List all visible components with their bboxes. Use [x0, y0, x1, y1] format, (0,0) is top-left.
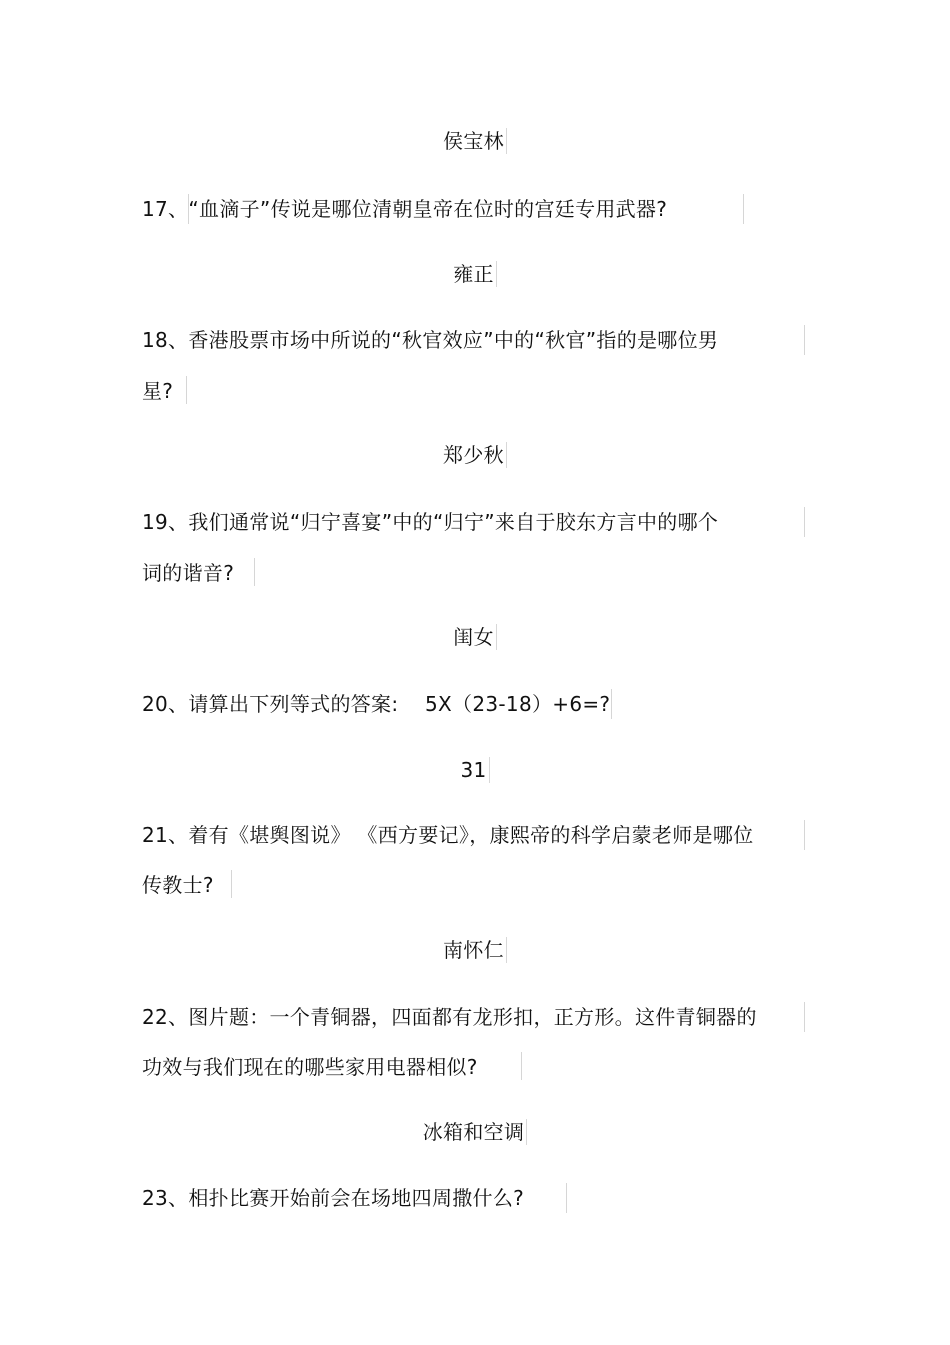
question-text-line-1: 香港股票市场中所说的“秋官效应”中的“秋官”指的是哪位男 — [188, 328, 719, 352]
question-text-line-2: 传教士? — [142, 873, 214, 897]
text-frame-marker — [521, 1052, 522, 1080]
answer-20 — [0, 757, 950, 783]
question-22-line-2 — [142, 1054, 478, 1080]
question-text-line-1: 相扑比赛开始前会在场地四周撒什么? — [188, 1186, 525, 1210]
question-number: 19、 — [142, 510, 189, 534]
answer-19 — [0, 624, 950, 650]
question-text-line-1: 我们通常说“归宁喜宴”中的“归宁”来自于胶东方言中的哪个 — [188, 510, 719, 534]
answer-text: 闺女 — [453, 624, 497, 650]
question-21-line-2 — [142, 872, 214, 898]
question-number: 17、 — [142, 197, 189, 221]
text-frame-marker — [804, 1002, 805, 1032]
question-21 — [142, 822, 753, 848]
text-frame-marker — [804, 325, 805, 355]
question-text-line-1: “血滴子”传说是哪位清朝皇帝在位时的宫廷专用武器? — [188, 197, 668, 221]
question-18-line-2 — [142, 378, 173, 404]
text-frame-marker — [231, 870, 232, 898]
question-22 — [142, 1004, 757, 1030]
answer-21 — [0, 937, 950, 963]
question-number: 22、 — [142, 1005, 189, 1029]
answer-text: 冰箱和空调 — [423, 1119, 528, 1145]
question-text-line-1: 请算出下列等式的答案: 5X（23-18）+6=? — [188, 692, 611, 716]
question-text-line-1: 着有《堪舆图说》 《西方要记》，康熙帝的科学启蒙老师是哪位 — [188, 823, 754, 847]
text-frame-marker — [804, 507, 805, 537]
question-number: 20、 — [142, 692, 189, 716]
answer-16 — [0, 128, 950, 154]
text-frame-marker — [188, 194, 189, 224]
text-frame-marker — [254, 558, 255, 586]
answer-18 — [0, 442, 950, 468]
question-number: 23、 — [142, 1186, 189, 1210]
question-text-line-2: 星? — [142, 379, 174, 403]
question-text-line-2: 功效与我们现在的哪些家用电器相似? — [142, 1055, 478, 1079]
answer-text: 雍正 — [453, 261, 497, 287]
text-frame-marker — [186, 376, 187, 404]
text-frame-marker — [611, 689, 612, 719]
question-text-line-2: 词的谐音? — [142, 561, 235, 585]
question-19-line-2 — [142, 560, 234, 586]
text-frame-marker — [804, 820, 805, 850]
answer-22 — [0, 1119, 950, 1145]
question-text-line-1: 图片题：一个青铜器，四面都有龙形扣，正方形。这件青铜器的 — [188, 1005, 757, 1029]
question-19 — [142, 509, 718, 535]
answer-text: 郑少秋 — [443, 442, 507, 468]
answer-text: 31 — [460, 757, 489, 783]
question-20 — [142, 691, 610, 717]
answer-text: 侯宝林 — [443, 128, 507, 154]
question-number: 21、 — [142, 823, 189, 847]
answer-text: 南怀仁 — [443, 937, 507, 963]
question-number: 18、 — [142, 328, 189, 352]
question-18 — [142, 327, 718, 353]
question-17 — [142, 196, 667, 222]
answer-17 — [0, 261, 950, 287]
question-23 — [142, 1185, 524, 1211]
text-frame-marker — [566, 1183, 567, 1213]
text-frame-marker — [743, 194, 744, 224]
